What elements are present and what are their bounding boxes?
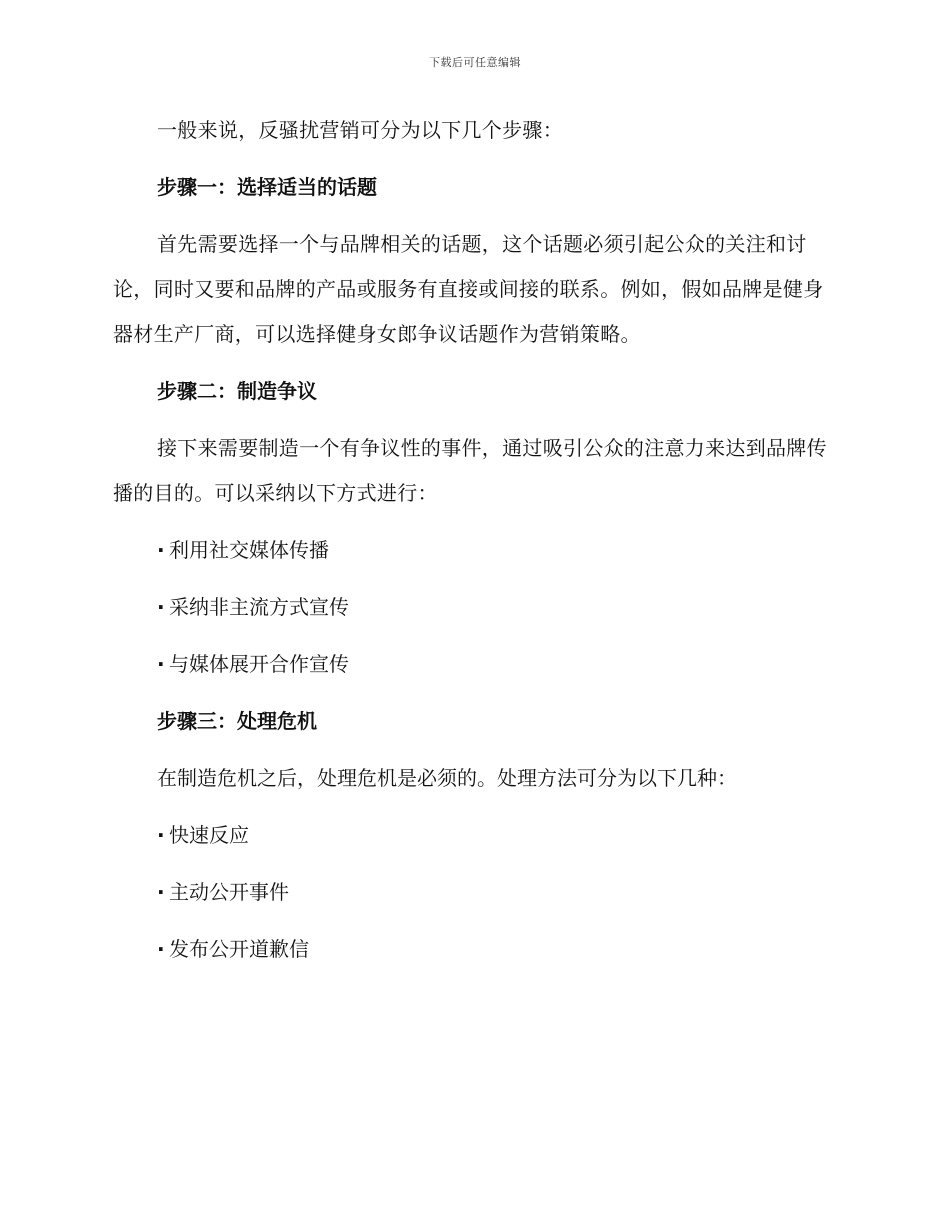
list-item [113,813,833,858]
bullet-icon: · [157,880,165,904]
step3-paragraph: 在制造危机之后，处理危机是必须的。处理方法可分为以下几种： [157,766,737,790]
list-item-text: 发布公开道歉信 [169,937,309,961]
intro-paragraph: 一般来说，反骚扰营销可分为以下几个步骤： [157,118,563,142]
document-body [113,108,833,984]
bullet-icon: · [157,823,165,847]
list-item [113,585,833,630]
list-item-text: 主动公开事件 [169,880,289,904]
step1-paragraph: 首先需要选择一个与品牌相关的话题，这个话题必须引起公众的关注和讨论，同时又要和品牌的产品或服务有直接或间接的联系。例如，假如品牌是健身器材生产厂商，可以选择健身女郎争议话题作为营销策略。 [113,232,824,346]
step2-paragraph: 接下来需要制造一个有争议性的事件，通过吸引公众的注意力来达到品牌传播的目的。可以采纳以下方式进行： [113,436,827,505]
list-item-text: 快速反应 [169,823,249,847]
list-item-text: 采纳非主流方式宣传 [169,595,349,619]
header-note: 下载后可任意编辑 [429,56,521,69]
bullet-icon: · [157,937,165,961]
step1-heading: 步骤一：选择适当的话题 [157,175,377,199]
step3-heading: 步骤三：处理危机 [157,709,317,733]
list-item [113,642,833,687]
list-item-text: 与媒体展开合作宣传 [169,652,349,676]
bullet-icon: · [157,595,165,619]
bullet-icon: · [157,652,165,676]
bullet-icon: · [157,538,165,562]
list-item-text: 利用社交媒体传播 [169,538,329,562]
list-item [113,927,833,972]
list-item [113,528,833,573]
step2-heading: 步骤二：制造争议 [157,379,317,403]
list-item [113,870,833,915]
